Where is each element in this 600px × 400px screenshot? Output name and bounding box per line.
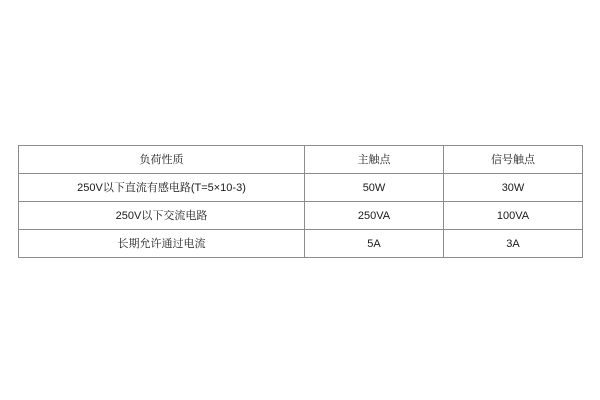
cell-load-type: 250V以下交流电路 [19, 202, 305, 230]
load-spec-table [18, 145, 583, 258]
cell-main-contact: 50W [305, 174, 444, 202]
column-header-main-contact: 主触点 [305, 146, 444, 174]
spec-table-container [18, 145, 582, 258]
column-header-signal-contact: 信号触点 [444, 146, 583, 174]
cell-signal-contact: 3A [444, 230, 583, 258]
cell-signal-contact: 30W [444, 174, 583, 202]
cell-signal-contact: 100VA [444, 202, 583, 230]
column-header-load-type: 负荷性质 [19, 146, 305, 174]
table-row [19, 202, 583, 230]
cell-load-type: 长期允许通过电流 [19, 230, 305, 258]
table-header-row [19, 146, 583, 174]
table-row [19, 230, 583, 258]
cell-main-contact: 250VA [305, 202, 444, 230]
table-row [19, 174, 583, 202]
cell-load-type: 250V以下直流有感电路(T=5×10-3) [19, 174, 305, 202]
cell-main-contact: 5A [305, 230, 444, 258]
